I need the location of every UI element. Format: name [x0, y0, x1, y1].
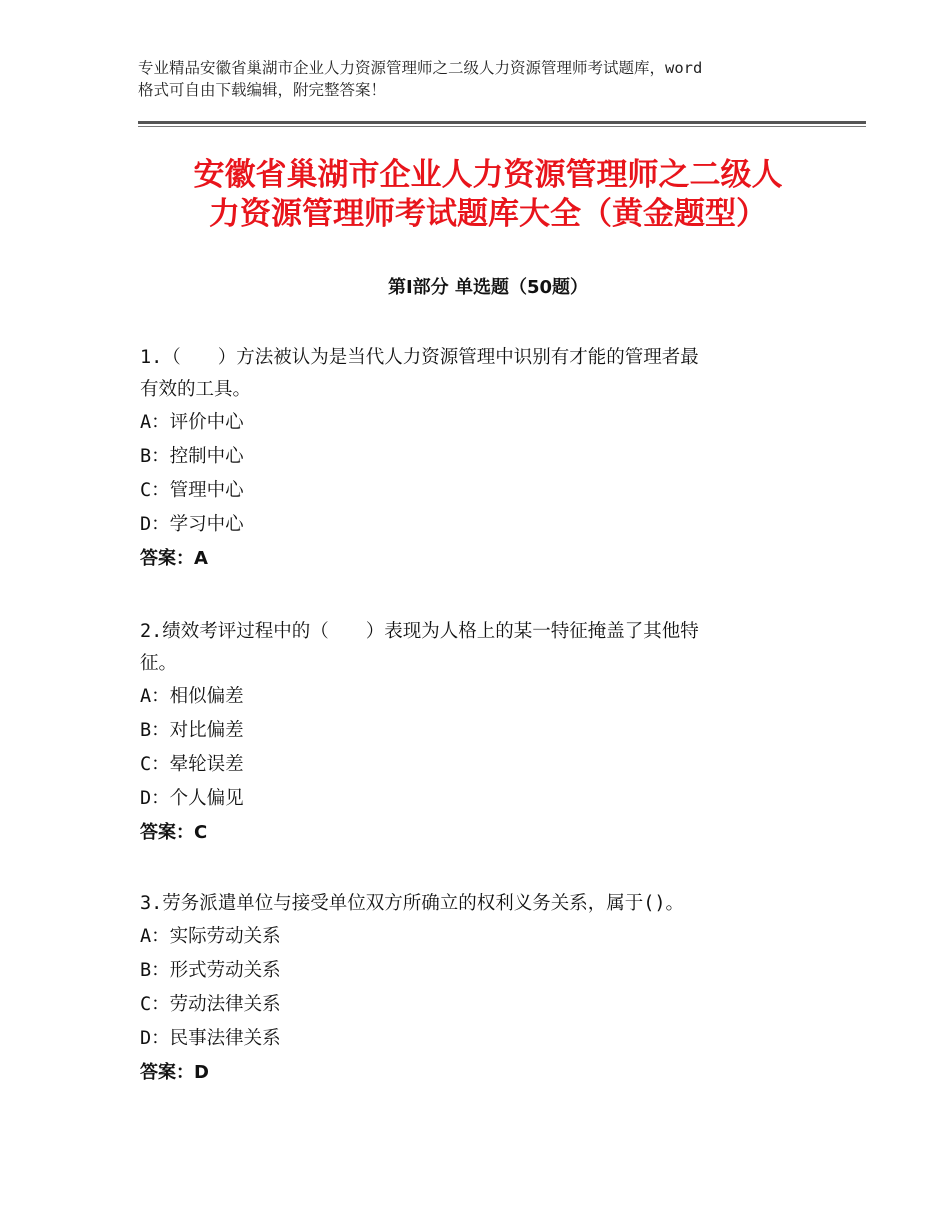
option-a: A：相似偏差 — [140, 686, 244, 707]
header-note — [138, 57, 838, 101]
option-d: D：学习中心 — [140, 514, 244, 535]
option-c: C：劳动法律关系 — [140, 994, 281, 1015]
question-1 — [140, 342, 820, 576]
question-2 — [140, 616, 820, 850]
option-d: D：民事法律关系 — [140, 1028, 281, 1049]
question-stem-line: 3.劳务派遣单位与接受单位双方所确立的权利义务关系，属于()。 — [140, 893, 685, 914]
answer: 答案：A — [140, 548, 208, 569]
option-a: A：评价中心 — [140, 412, 244, 433]
header-divider-thin — [138, 126, 866, 127]
document-title — [138, 156, 838, 234]
question-stem-line: 1.（ ）方法被认为是当代人力资源管理中识别有才能的管理者最 — [140, 347, 699, 368]
section-heading: 第Ⅰ部分 单选题（50题） — [387, 277, 588, 298]
answer: 答案：D — [140, 1062, 209, 1083]
question-stem-line: 2.绩效考评过程中的（ ）表现为人格上的某一特征掩盖了其他特 — [140, 621, 699, 642]
document-title-line-2: 力资源管理师考试题库大全（黄金题型） — [209, 196, 767, 232]
question-3 — [140, 888, 820, 1090]
answer: 答案：C — [140, 822, 208, 843]
option-d: D：个人偏见 — [140, 788, 244, 809]
option-c: C：晕轮误差 — [140, 754, 244, 775]
question-stem — [140, 616, 820, 680]
header-note-line-2: 格式可自由下载编辑，附完整答案！ — [138, 81, 387, 99]
question-stem-line: 征。 — [140, 653, 178, 674]
option-a: A：实际劳动关系 — [140, 926, 281, 947]
question-stem — [140, 888, 820, 920]
document-title-line-1: 安徽省巢湖市企业人力资源管理师之二级人 — [193, 157, 783, 193]
option-c: C：管理中心 — [140, 480, 244, 501]
option-b: B：形式劳动关系 — [140, 960, 281, 981]
question-stem-line: 有效的工具。 — [140, 379, 252, 400]
question-stem — [140, 342, 820, 406]
option-b: B：控制中心 — [140, 446, 244, 467]
header-divider-thick — [138, 121, 866, 124]
header-note-line-1: 专业精品安徽省巢湖市企业人力资源管理师之二级人力资源管理师考试题库，word — [138, 59, 703, 77]
option-b: B：对比偏差 — [140, 720, 244, 741]
